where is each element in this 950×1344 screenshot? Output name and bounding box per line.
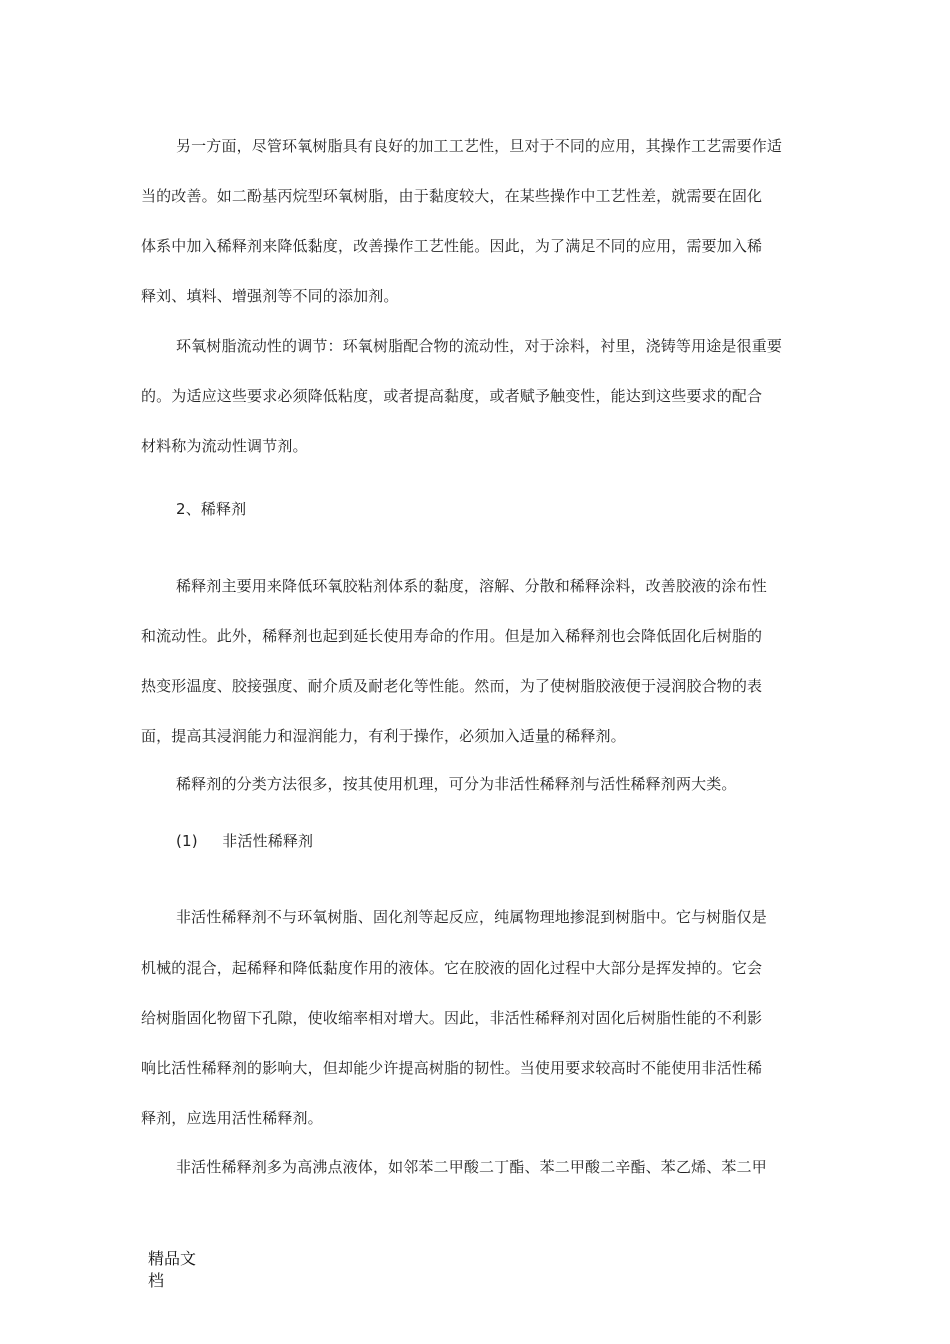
paragraph-line: 稀释剂主要用来降低环氧胶粘剂体系的黏度，溶解、分散和稀释涂料，改善胶液的涂布性 [176,577,767,595]
paragraph-line: 释刘、填料、增强剂等不同的添加剂。 [141,287,399,305]
section-heading: 2、稀释剂 [176,500,247,518]
paragraph-line: 释剂，应选用活性稀释剂。 [141,1109,323,1127]
footer-text-line: 档 [148,1271,165,1290]
footer-mark [148,1248,208,1292]
paragraph-line: 环氧树脂流动性的调节：环氧树脂配合物的流动性，对于涂料，衬里，浇铸等用途是很重要 [176,337,783,355]
paragraph-line: 非活性稀释剂不与环氧树脂、固化剂等起反应，纯属物理地掺混到树脂中。它与树脂仅是 [176,908,767,926]
paragraph-line: 和流动性。此外，稀释剂也起到延长使用寿命的作用。但是加入稀释剂也会降低固化后树脂的 [141,627,763,645]
paragraph-line: 面，提高其浸润能力和湿润能力，有利于操作，必须加入适量的稀释剂。 [141,727,626,745]
paragraph-line: 的。为适应这些要求必须降低粘度，或者提高黏度，或者赋予触变性，能达到这些要求的配合 [141,387,763,405]
footer-text-line: 精品文 [148,1249,197,1268]
paragraph-line: 给树脂固化物留下孔隙，使收缩率相对增大。因此，非活性稀释剂对固化后树脂性能的不利影 [141,1009,763,1027]
paragraph-line: 另一方面，尽管环氧树脂具有良好的加工工艺性，旦对于不同的应用，其操作工艺需要作适 [176,137,783,155]
paragraph-line: 体系中加入稀释剂来降低黏度，改善操作工艺性能。因此，为了满足不同的应用，需要加入稀 [141,237,763,255]
paragraph-line: 机械的混合，起稀释和降低黏度作用的液体。它在胶液的固化过程中大部分是挥发掉的。它会 [141,959,763,977]
paragraph-line: 材料称为流动性调节剂。 [141,437,308,455]
paragraph-line: 热变形温度、胶接强度、耐介质及耐老化等性能。然而，为了使树脂胶液便于浸润胶合物的表 [141,677,763,695]
paragraph-line: 稀释剂的分类方法很多，按其使用机理，可分为非活性稀释剂与活性稀释剂两大类。 [176,775,737,793]
paragraph-line: 响比活性稀释剂的影响大，但却能少许提高树脂的韧性。当使用要求较高时不能使用非活性稀 [141,1059,763,1077]
subsection-heading: (1) 非活性稀释剂 [176,832,314,850]
paragraph-line: 当的改善。如二酚基丙烷型环氧树脂，由于黏度较大，在某些操作中工艺性差，就需要在固化 [141,187,763,205]
paragraph-line: 非活性稀释剂多为高沸点液体，如邻苯二甲酸二丁酯、苯二甲酸二辛酯、苯乙烯、苯二甲 [176,1158,767,1176]
